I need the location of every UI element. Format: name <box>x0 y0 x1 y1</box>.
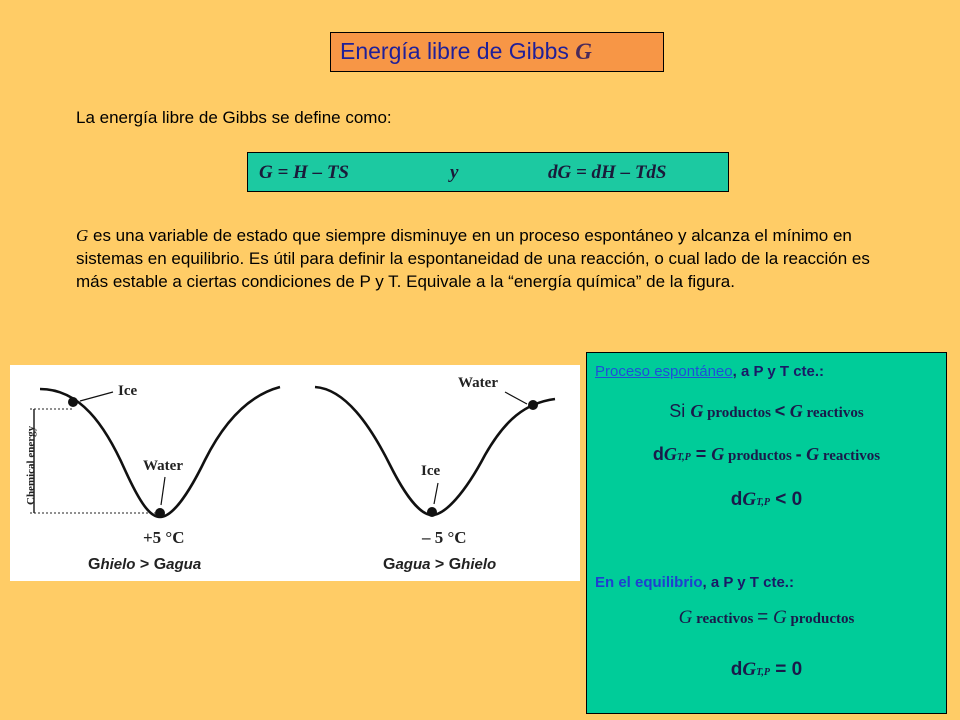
left-water-arrow <box>161 477 165 505</box>
l1-g2: G <box>785 401 803 421</box>
right-temperature: – 5 °C <box>422 528 467 547</box>
cond-right-op: > <box>430 556 449 573</box>
l1-w2: reactivos <box>802 405 864 421</box>
cond-left-s2: agua <box>166 556 202 573</box>
l5-sub: T,P <box>756 667 770 678</box>
l2-d: d <box>652 444 664 464</box>
equilibrium-heading <box>595 574 794 591</box>
l4-w2: productos <box>786 611 855 627</box>
l2-w1: productos <box>724 448 796 464</box>
left-temperature: +5 °C <box>143 528 185 547</box>
l2-eq: = <box>690 444 712 464</box>
cond-right-g1: G <box>383 556 396 573</box>
left-curve <box>40 387 280 517</box>
l2-w2: reactivos <box>819 448 881 464</box>
title-symbol: G <box>575 39 592 64</box>
eq-line-2 <box>587 659 946 681</box>
equation-differential: dG = dH – TdS <box>548 162 667 183</box>
left-condition <box>88 556 201 574</box>
l3-d: d <box>730 489 743 510</box>
energy-figure <box>10 365 580 581</box>
l5-rest: = 0 <box>769 659 803 680</box>
right-water-point <box>528 400 538 410</box>
spont-line-2 <box>587 444 946 465</box>
l3-g: G <box>742 489 757 510</box>
right-bottom-label: Ice <box>421 463 441 479</box>
l2-g2: G <box>801 444 820 464</box>
equation-box <box>247 152 729 192</box>
description-paragraph <box>76 224 906 293</box>
l4-g1: G <box>678 607 693 628</box>
eq-line-1 <box>587 607 946 629</box>
spontaneous-link[interactable]: Proceso espontáneo <box>595 363 733 380</box>
cond-left-g2: G <box>153 556 167 573</box>
intro-text: La energía libre de Gibbs se define como: <box>76 108 392 127</box>
l3-sub: T,P <box>756 497 770 508</box>
right-water-arrow <box>505 392 527 404</box>
l4-op: = <box>757 607 769 628</box>
l5-g: G <box>742 659 757 680</box>
title-box <box>330 32 664 72</box>
equilibrium-rest: , a P y T cte.: <box>702 574 794 591</box>
l4-w1: reactivos <box>692 611 758 627</box>
criteria-panel <box>586 352 947 714</box>
l2-op: - <box>795 444 802 464</box>
cond-left-g1: G <box>88 556 101 573</box>
l1-w1: productos <box>703 405 775 421</box>
l2-g1: G <box>711 444 725 464</box>
cond-right-s1: agua <box>395 556 431 573</box>
l5-d: d <box>730 659 743 680</box>
l2-g: G <box>663 444 677 464</box>
cond-left-s1: hielo <box>100 556 136 573</box>
cond-right-s2: hielo <box>461 556 497 573</box>
l1-op: < <box>774 401 786 421</box>
spontaneous-heading <box>595 363 824 380</box>
l1-si: Si <box>669 401 691 421</box>
right-condition <box>383 556 496 574</box>
left-bottom-label: Water <box>143 458 183 474</box>
l2-sub: T,P <box>676 452 691 463</box>
equation-gibbs: G = H – TS <box>259 162 349 183</box>
title-text: Energía libre de Gibbs <box>340 38 569 64</box>
l4-g2: G <box>768 607 787 628</box>
paragraph-text: es una variable de estado que siempre disminuye en un proceso espontáneo y alcanza el mínimo en sistemas en equilibrio. Es útil para definir la espontaneidad de una reacción, o cual lado de la reacción es más estable a ciertas condiciones de P y T. Equivale a la “energía química” de la figura. <box>76 226 870 291</box>
spontaneous-rest: , a P y T cte.: <box>732 363 825 380</box>
cond-right-g2: G <box>448 556 462 573</box>
l3-rest: < 0 <box>769 489 803 510</box>
right-ice-arrow <box>434 483 438 504</box>
energy-curves <box>10 365 580 581</box>
cond-left-op: > <box>135 556 154 573</box>
right-top-label: Water <box>458 375 498 391</box>
equation-conjunction: y <box>450 162 459 183</box>
left-ice-arrow <box>80 392 113 401</box>
equilibrium-link[interactable]: En el equilibrio <box>595 574 703 591</box>
spont-line-1 <box>587 401 946 422</box>
paragraph-symbol: G <box>76 226 89 245</box>
spont-line-3 <box>587 489 946 511</box>
right-ice-point <box>427 507 437 517</box>
left-top-label: Ice <box>118 383 138 399</box>
left-water-point <box>155 508 165 518</box>
left-ice-point <box>68 397 78 407</box>
ylabel: Chemical energy <box>25 425 37 505</box>
l1-g1: G <box>690 401 704 421</box>
